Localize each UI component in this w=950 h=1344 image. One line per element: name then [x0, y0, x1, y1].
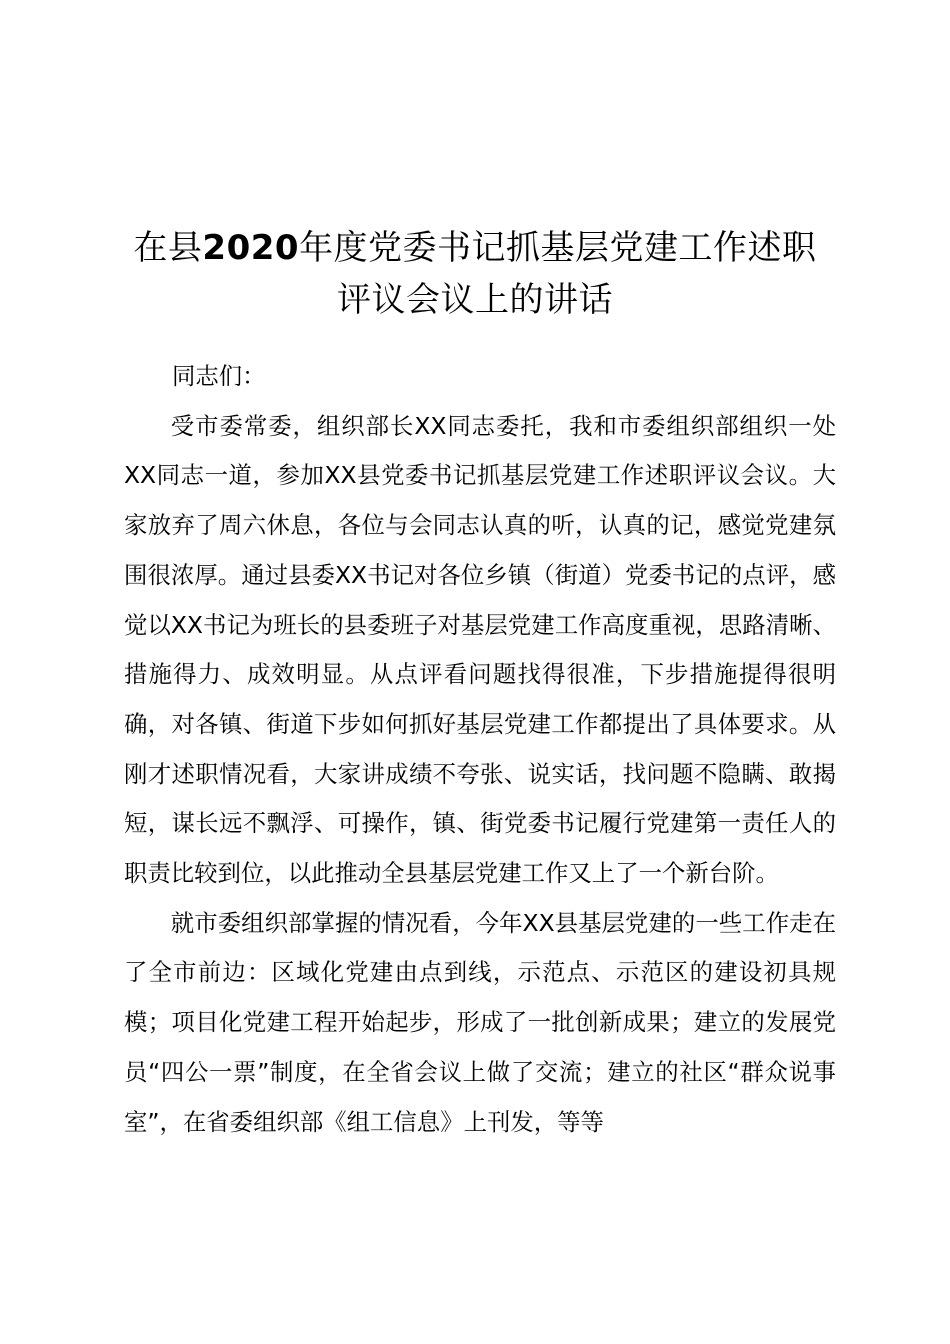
title-line2: 评议会议上的讲话	[337, 280, 613, 320]
salutation: 同志们：	[172, 362, 266, 390]
paragraph-2: 就市委组织部掌握的情况看，今年XX县基层党建的一些工作走在了全市前边：区域化党建由点到线，示范点、示范区的建设初具规模；项目化党建工程开始起步，形成了一批创新成果；建立的发展党员“四公一票”制度，在全省会议上做了交流；建立的社区“群众说事室”，在省委组织部《组工信息》上刊发，等等	[124, 908, 836, 1136]
title-year: 2020	[202, 228, 300, 268]
paragraph-1: 受市委常委，组织部长XX同志委托，我和市委组织部组织一处XX同志一道，参加XX县党委书记抓基层党建工作述职评议会议。大家放弃了周六休息，各位与会同志认真的听，认真的记，感觉党建氛围很浓厚。通过县委XX书记对各位乡镇（街道）党委书记的点评，感觉以XX书记为班长的县委班子对基层党建工作高度重视，思路清晰、措施得力、成效明显。从点评看问题找得很准，下步措施提得很明确，对各镇、街道下步如何抓好基层党建工作都提出了具体要求。从刚才述职情况看，大家讲成绩不夸张、说实话，找问题不隐瞒、敢揭短，谋长远不飘浮、可操作，镇、街党委书记履行党建第一责任人的职责比较到位，以此推动全县基层党建工作又上了一个新台阶。	[124, 411, 836, 888]
title-line1-prefix: 在县	[133, 228, 203, 268]
document-body	[124, 352, 836, 1147]
document-title	[110, 222, 840, 326]
title-line1-suffix: 年度党委书记抓基层党建工作述职	[299, 228, 817, 268]
